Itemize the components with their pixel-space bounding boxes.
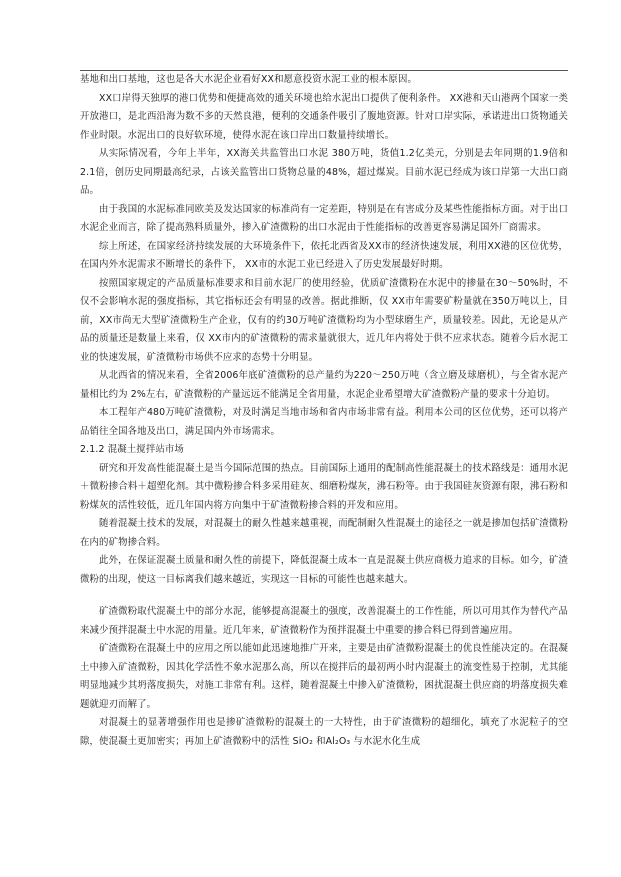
paragraph-11: 此外，在保证混凝土质量和耐久性的前提下，降低混凝土成本一直是混凝土供应商极力追求的目标。如今，矿渣微粉的出现，使这一目标离我们越来越近，实现这一目标的可能性也越来越大。 <box>80 555 568 585</box>
paragraph-2: XX口岸得天独厚的港口优势和便捷高效的通关环境也给水泥出口提供了便利条件。 XX港和天山港两个国家一类开放港口，是北西沿海为数不多的天然良港，便利的交通条件吸引了腹地资源。针对口岸实际，承诺进出口货物通关作业时限。水泥出口的良好软环境，使得水泥在该口岸出口数量持续增长。 <box>80 92 568 141</box>
paragraph-4: 由于我国的水泥标准同欧美及发达国家的标准尚有一定差距，特别是在有害成分及某些性能指标方面。对于出口水泥企业而言，除了提高熟料质量外，掺入矿渣微粉的出口水泥由于性能指标的改善更容易满足国外厂商需求。 <box>80 203 568 233</box>
section-heading: 2.1.2 混凝土搅拌站市场 <box>80 444 184 455</box>
paragraph-7: 从北西省的情况来看，全省2006年底矿渣微粉的总产量约为220～250万吨（含立磨及球磨机），与全省水泥产量相比约为 2%左右，矿渣微粉的产量远远不能满足全省用量，水泥企业希望增大矿渣微粉产量的要求十分迫切。 <box>80 370 568 400</box>
paragraph-14: 对混凝土的显著增强作用也是掺矿渣微粉的混凝土的一大特性，由于矿渣微粉的超细化，填充了水泥粒子的空隙，使混凝土更加密实；再加上矿渣微粉中的活性 SiO₂ 和Al₂O₃ 与水泥水化生成 <box>80 717 568 747</box>
paragraph-5: 综上所述，在国家经济持续发展的大环境条件下，依托北西省及XX市的经济快速发展，利用XX港的区位优势，在国内外水泥需求不断增长的条件下， XX市的水泥工业已经进入了历史发展最好时期。 <box>80 240 568 270</box>
paragraph-6: 按照国家规定的产品质量标准要求和目前水泥厂的使用经验，优质矿渣微粉在水泥中的掺量在30～50%时，不仅不会影响水泥的强度指标，其它指标还会有明显的改善。据此推断，仅 XX市年需要矿粉量就在350万吨以上，目前，XX市尚无大型矿渣微粉生产企业，仅有的约30万吨矿渣微粉均为小型球磨生产，质量较差。因此，无论是从产品的质量还是数量上来看，仅 XX市内的矿渣微粉的需求量就很大，近几年内将处于供不应求状态。随着今后水泥工业的快速发展，矿渣微粉市场供不应求的态势十分明显。 <box>80 277 568 363</box>
paragraph-3: 从实际情况看，今年上半年，XX海关共监管出口水泥 380万吨，货值1.2亿美元，分别是去年同期的1.9倍和2.1倍，创历史同期最高纪录，占该关监管出口货物总量的48%，超过煤炭。目前水泥已经成为该口岸第一大出口商品。 <box>80 148 568 196</box>
paragraph-1: 基地和出口基地，这也是各大水泥企业看好XX和愿意投资水泥工业的根本原因。 <box>80 74 417 85</box>
paragraph-9: 研究和开发高性能混凝土是当今国际范围的热点。目前国际上通用的配制高性能混凝土的技术路线是：通用水泥＋微粉掺合料＋超塑化剂。其中微粉掺合料多采用硅灰、细磨粉煤灰，沸石粉等。由于我国硅灰资源有限，沸石粉和粉煤灰的活性较低，近几年国内将方向集中于矿渣微粉掺合料的开发和应用。 <box>80 462 568 511</box>
paragraph-12: 矿渣微粉取代混凝土中的部分水泥，能够提高混凝土的强度，改善混凝土的工作性能，所以可用其作为替代产品来减少预拌混凝土中水泥的用量。近几年来，矿渣微粉作为预拌混凝土中重要的掺合料已得到普遍应用。 <box>80 606 568 636</box>
paragraph-10: 随着混凝土技术的发展，对混凝土的耐久性越来越重视，而配制耐久性混凝土的途径之一就是掺加包括矿渣微粉在内的矿物掺合料。 <box>80 518 568 548</box>
paragraph-gap <box>80 589 568 603</box>
paragraph-13: 矿渣微粉在混凝土中的应用之所以能如此迅速地推广开来，主要是由矿渣微粉混凝土的优良性能决定的。在混凝土中掺入矿渣微粉，因其化学活性不象水泥那么高，所以在搅拌后的最初两小时内混凝土的流变性易于控制，尤其能明显地减少其坍落度损失，对施工非常有利。这样，随着混凝土中掺入矿渣微粉，困扰混凝土供应商的坍落度损失难题就迎刃而解了。 <box>80 643 568 710</box>
document-body <box>80 71 568 751</box>
paragraph-8: 本工程年产480万吨矿渣微粉，对及时满足当地市场和省内市场非常有益。利用本公司的区位优势，还可以将产品销往全国各地及出口，满足国内外市场需求。 <box>80 407 568 437</box>
